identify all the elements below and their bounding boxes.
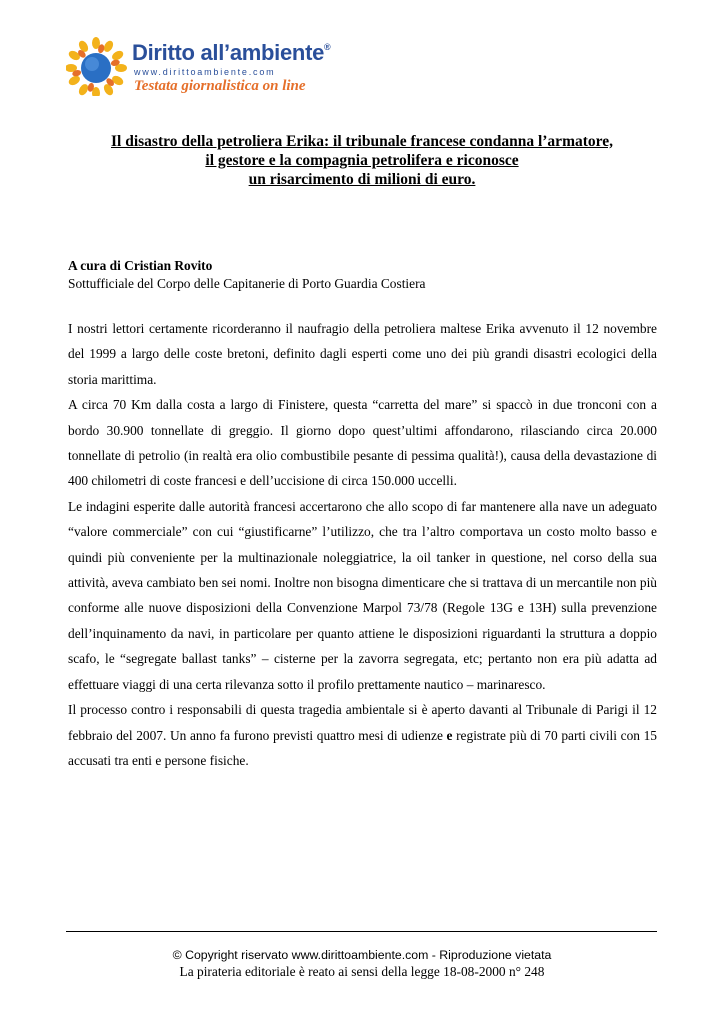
title-line-1: Il disastro della petroliera Erika: il tribunale francese condanna l’armatore,: [111, 133, 613, 150]
article-title: [60, 132, 664, 189]
logo-subtitle: Testata giornalistica on line: [134, 78, 306, 94]
author-block: [68, 257, 668, 293]
footer: [60, 947, 664, 981]
logo-title: Diritto all’ambiente®: [132, 40, 331, 65]
paragraph-4-part-c: registrate più di 70 parti civili con 15 accusati tra enti e persone fisiche.: [68, 727, 657, 768]
author-role: Sottufficiale del Corpo delle Capitanerie di Porto Guardia Costiera: [68, 276, 426, 291]
author-name: A cura di Cristian Rovito: [68, 258, 213, 273]
footer-copyright: © Copyright riservato www.dirittoambiente.com - Riproduzione vietata: [172, 948, 552, 962]
registered-mark: ®: [324, 42, 331, 52]
article-body: [68, 316, 657, 773]
title-line-3: un risarcimento di milioni di euro.: [248, 171, 476, 188]
paragraph-4-part-a: Il processo contro i responsabili di questa tragedia ambientale si è aperto davanti al Tribunale di Parigi il 12 febbraio del 2007. Un anno fa furono previsti quattro mesi di udienze: [68, 702, 657, 743]
header-logo: [66, 36, 336, 96]
paragraph-4: [68, 697, 657, 773]
paragraph-3: Le indagini esperite dalle autorità francesi accertarono che allo scopo di far mantenere alla nave un adeguato “valore commerciale” con cui “giustificarne” l’utilizzo, che tra l’altro comportava un costo molto basso e quindi più conveniente per la multinazionale noleggiatrice, la oil tanker in questione, nel corso della sua attività, aveva cambiato ben sei nomi. Inoltre non bisogna dimenticare che si trattava di un mercantile non più conforme alle nuove disposizioni della Convenzione Marpol 73/78 (Regole 13G e 13H) sulla prevenzione dell’inquinamento da navi, in particolare per quanto attiene le disposizioni riguardanti la struttura a doppio scafo, le “segregate ballast tanks” – cisterne per la zavorra segregata, etc; pertanto non era più adatta ad effettuare viaggi di una certa rilevanza sotto il profilo prettamente nautico – marinaresco.: [68, 498, 657, 692]
footer-divider: [66, 931, 657, 932]
footer-legal-notice: La pirateria editoriale è reato ai sensi della legge 18-08-2000 n° 248: [179, 964, 545, 979]
paragraph-1: I nostri lettori certamente ricorderanno il naufragio della petroliera maltese Erika avvenuto il 12 novembre del 1999 a largo delle coste bretoni, definito dagli esperti come uno dei più grandi disastri ecologici della storia marittima.: [68, 321, 657, 387]
paragraph-2: A circa 70 Km dalla costa a largo di Finistere, questa “carretta del mare” si spaccò in due tronconi con a bordo 30.900 tonnellate di greggio. Il giorno dopo quest’ultimi affondarono, rilasciando circa 20.000 tonnellate di petrolio (in realtà era olio combustibile pesante di pessima qualità!), causa della devastazione di 400 chilometri di coste francesi e dell’uccisione di circa 150.000 uccelli.: [68, 397, 657, 489]
logo-url: www.dirittoambiente.com: [134, 67, 276, 77]
title-line-2: il gestore e la compagnia petrolifera e riconosce: [205, 152, 519, 169]
sun-logo-icon: [66, 36, 130, 96]
paragraph-4-bold-e: e: [446, 727, 453, 743]
